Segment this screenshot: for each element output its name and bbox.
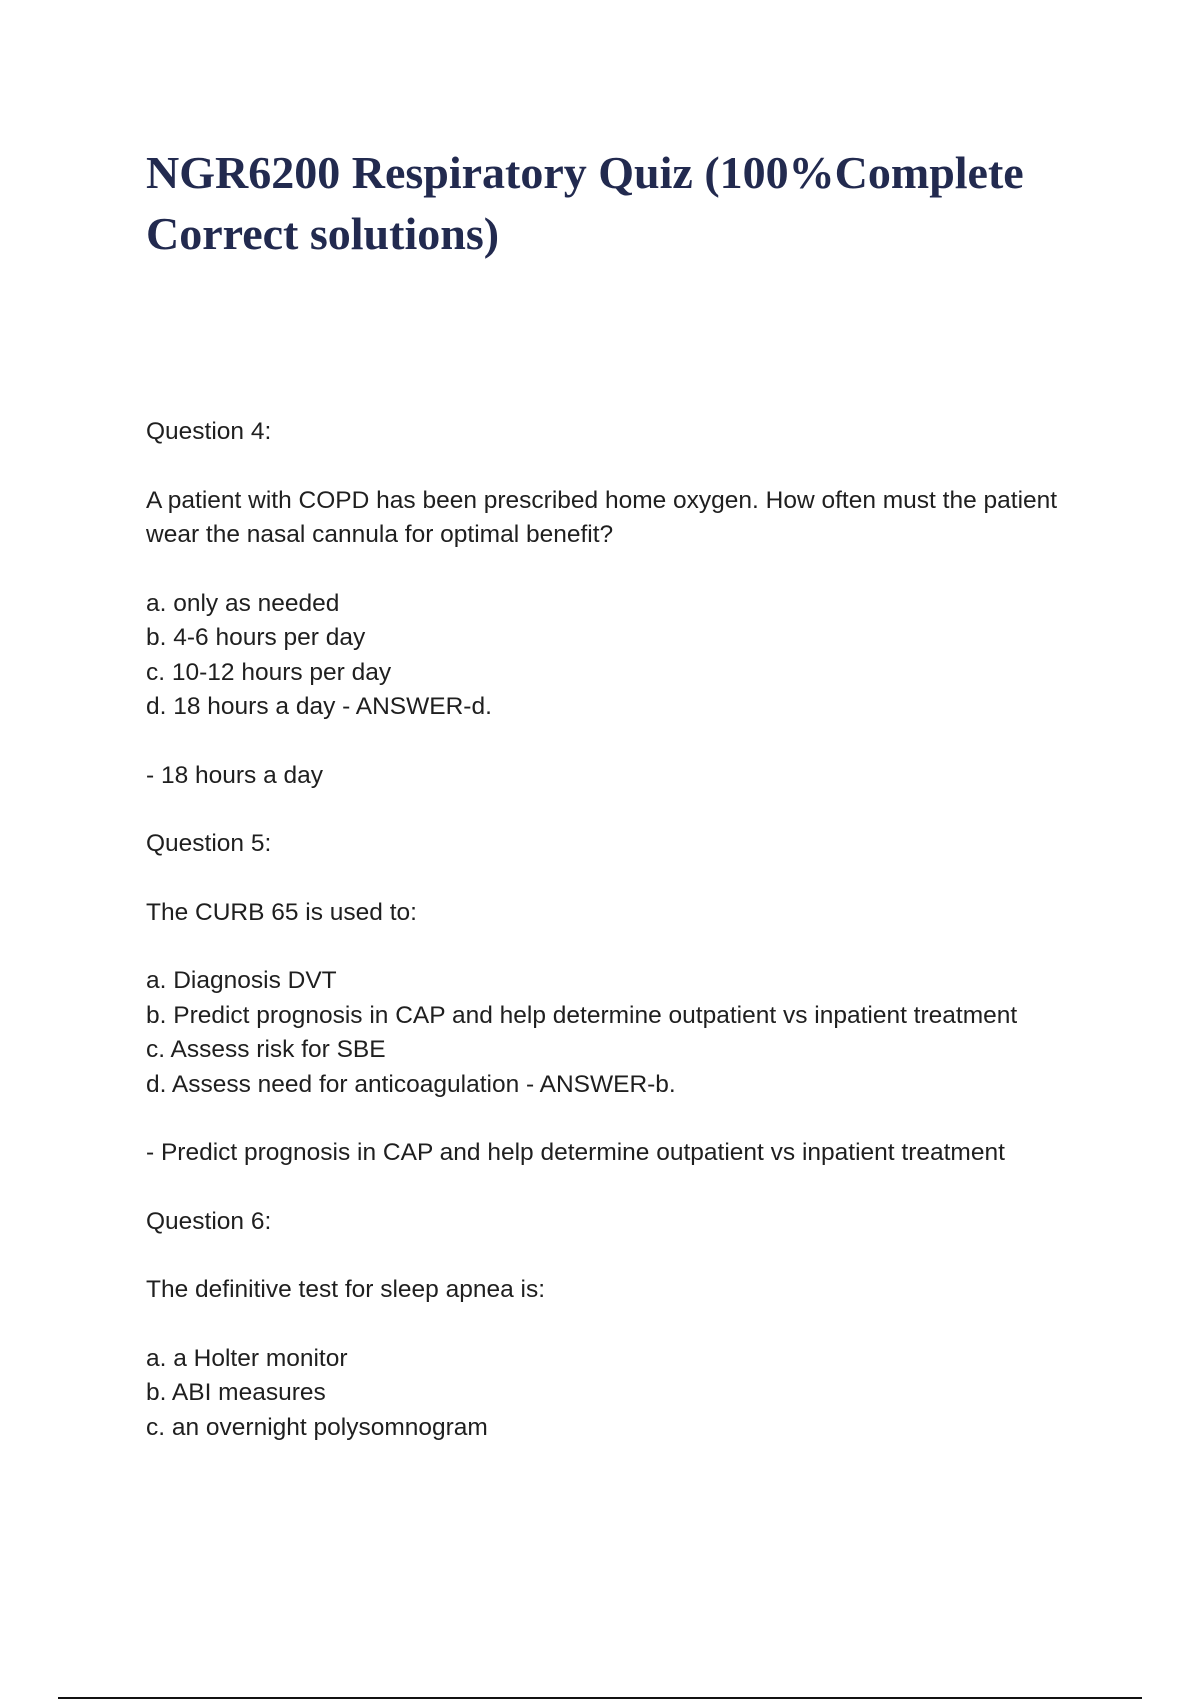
question-heading: Question 4: — [146, 418, 272, 445]
option-list — [146, 1342, 1096, 1446]
option-list — [146, 587, 1096, 725]
question-heading: Question 5: — [146, 830, 272, 857]
option-item: a. Diagnosis DVT — [146, 967, 337, 994]
question-text: A patient with COPD has been prescribed home oxygen. How often must the patient wear the nasal cannula for optimal benefit? — [146, 486, 1058, 548]
question-block — [146, 415, 1096, 793]
option-item: b. Predict prognosis in CAP and help determine outpatient vs inpatient treatment — [146, 1001, 1018, 1029]
option-item: c. an overnight polysomnogram — [146, 1413, 488, 1441]
option-item: d. 18 hours a day - ANSWER-d. — [146, 693, 492, 720]
option-item: a. a Holter monitor — [146, 1344, 348, 1372]
option-list — [146, 964, 1096, 1102]
question-list — [146, 415, 1096, 1445]
document-title: NGR6200 Respiratory Quiz (100%Complete Correct solutions) — [146, 147, 1024, 259]
option-item: d. Assess need for anticoagulation - ANSWER-b. — [146, 1070, 676, 1098]
option-item: a. only as needed — [146, 589, 340, 617]
question-heading: Question 6: — [146, 1207, 272, 1235]
question-text: The CURB 65 is used to: — [146, 898, 417, 926]
question-text: The definitive test for sleep apnea is: — [146, 1276, 546, 1303]
option-item: b. 4-6 hours per day — [146, 624, 366, 651]
option-item: c. Assess risk for SBE — [146, 1036, 386, 1063]
option-item: b. ABI measures — [146, 1379, 326, 1406]
question-block — [146, 827, 1096, 1171]
page-content — [146, 142, 1096, 1479]
option-item: c. 10-12 hours per day — [146, 658, 392, 686]
page-bottom-rule — [58, 1697, 1142, 1699]
question-block — [146, 1205, 1096, 1446]
answer-explanation: - Predict prognosis in CAP and help determine outpatient vs inpatient treatment — [146, 1139, 1005, 1166]
answer-explanation: - 18 hours a day — [146, 761, 324, 789]
